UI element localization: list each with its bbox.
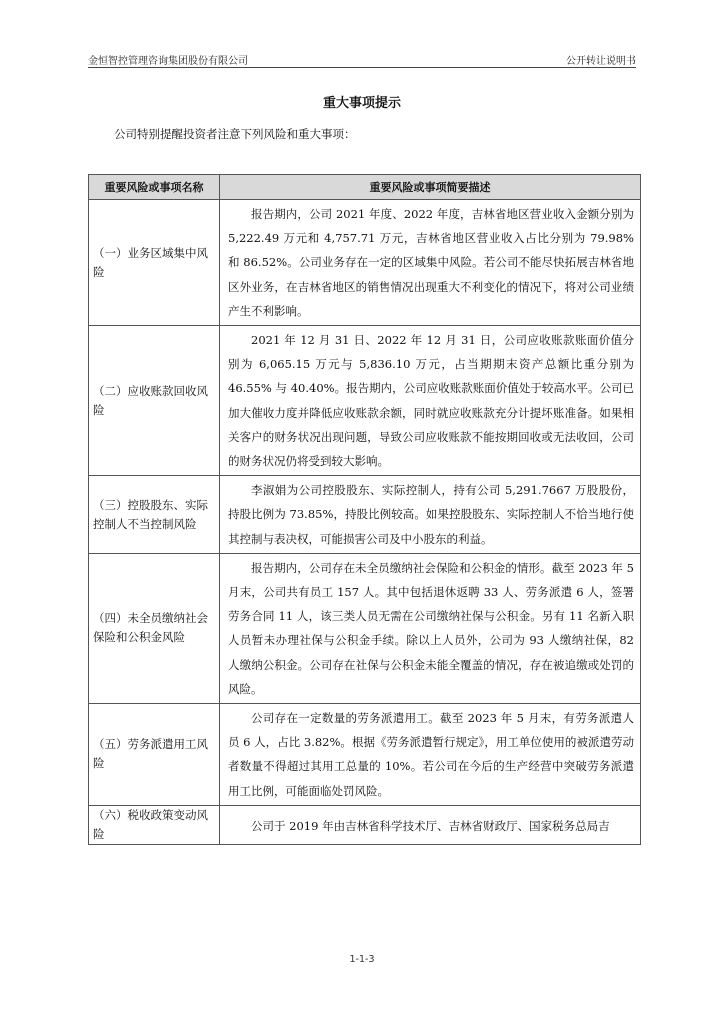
risk-desc: 李淑娟为公司控股股东、实际控制人，持有公司 5,291.7667 万股股份，持股比例为 73.85%，持股比例较高。如果控股股东、实际控制人不恰当地行使其控制与表决权，可能损害公司及中小股东的利益。	[220, 476, 641, 554]
page-header	[88, 52, 636, 67]
risk-name: （三）控股股东、实际控制人不当控制风险	[89, 476, 220, 554]
header-divider	[88, 67, 636, 68]
table-row	[89, 704, 641, 806]
header-company: 金恒智控管理咨询集团股份有限公司	[88, 56, 248, 67]
risk-desc: 报告期内，公司 2021 年度、2022 年度，吉林省地区营业收入金额分别为 5,222.49 万元和 4,757.71 万元，吉林省地区营业收入占比分别为 79.98% 和 86.52%。公司业务存在一定的区域集中风险。若公司不能尽快拓展吉林省地区外业务，在吉林省地区的销售情况出现重大不利变化的情况下，将对公司业绩产生不利影响。	[220, 200, 641, 326]
risk-desc: 公司存在一定数量的劳务派遣用工。截至 2023 年 5 月末，有劳务派遣人员 6 人，占比 3.82%。根据《劳务派遣暂行规定》，用工单位使用的被派遣劳动者数量不得超过其用工总量的 10%。若公司在今后的生产经营中突破劳务派遣用工比例，可能面临处罚风险。	[220, 704, 641, 806]
risk-desc: 报告期内，公司存在未全员缴纳社会保险和公积金的情形。截至 2023 年 5 月末，公司共有员工 157 人。其中包括退休返聘 33 人、劳务派遣 6 人，签署劳务合同 11 人，该三类人员无需在公司缴纳社保与公积金。另有 11 名新入职人员暂未办理社保与公积金手续。除以上人员外，公司为 93 人缴纳社保，82 人缴纳公积金。公司存在社保与公积金未能全覆盖的情况，存在被追缴或处罚的风险。	[220, 553, 641, 703]
page-title: 重大事项提示	[322, 96, 401, 111]
intro-text: 公司特别提醒投资者注意下列风险和重大事项：	[114, 127, 356, 141]
risk-name: （五）劳务派遣用工风险	[89, 704, 220, 806]
table-row	[89, 805, 641, 844]
page-number: 1-1-3	[349, 954, 375, 965]
table-row	[89, 326, 641, 476]
header-doc-type: 公开转让说明书	[566, 56, 636, 67]
header-risk-desc: 重要风险或事项简要描述	[220, 175, 641, 200]
table-row	[89, 200, 641, 326]
table-row	[89, 553, 641, 703]
risk-desc: 2021 年 12 月 31 日、2022 年 12 月 31 日，公司应收账款账面价值分别为 6,065.15 万元与 5,836.10 万元，占当期期末资产总额比重分别为 46.55% 与 40.40%。报告期内，公司应收账款账面价值处于较高水平。公司已加大催收力度并降低应收账款余额，同时就应收账款充分计提坏账准备。如果相关客户的财务状况出现问题，导致公司应收账款不能按期回收或无法收回，公司的财务状况仍将受到较大影响。	[220, 326, 641, 476]
risk-name: （一）业务区域集中风险	[89, 200, 220, 326]
header-risk-name: 重要风险或事项名称	[89, 175, 220, 200]
risk-name: （二）应收账款回收风险	[89, 326, 220, 476]
risk-name: （六）税收政策变动风险	[89, 805, 220, 844]
risk-desc: 公司于 2019 年由吉林省科学技术厅、吉林省财政厅、国家税务总局吉	[220, 805, 641, 844]
risk-table	[88, 174, 641, 845]
table-header-row	[89, 175, 641, 200]
table-row	[89, 476, 641, 554]
risk-name: （四）未全员缴纳社会保险和公积金风险	[89, 553, 220, 703]
